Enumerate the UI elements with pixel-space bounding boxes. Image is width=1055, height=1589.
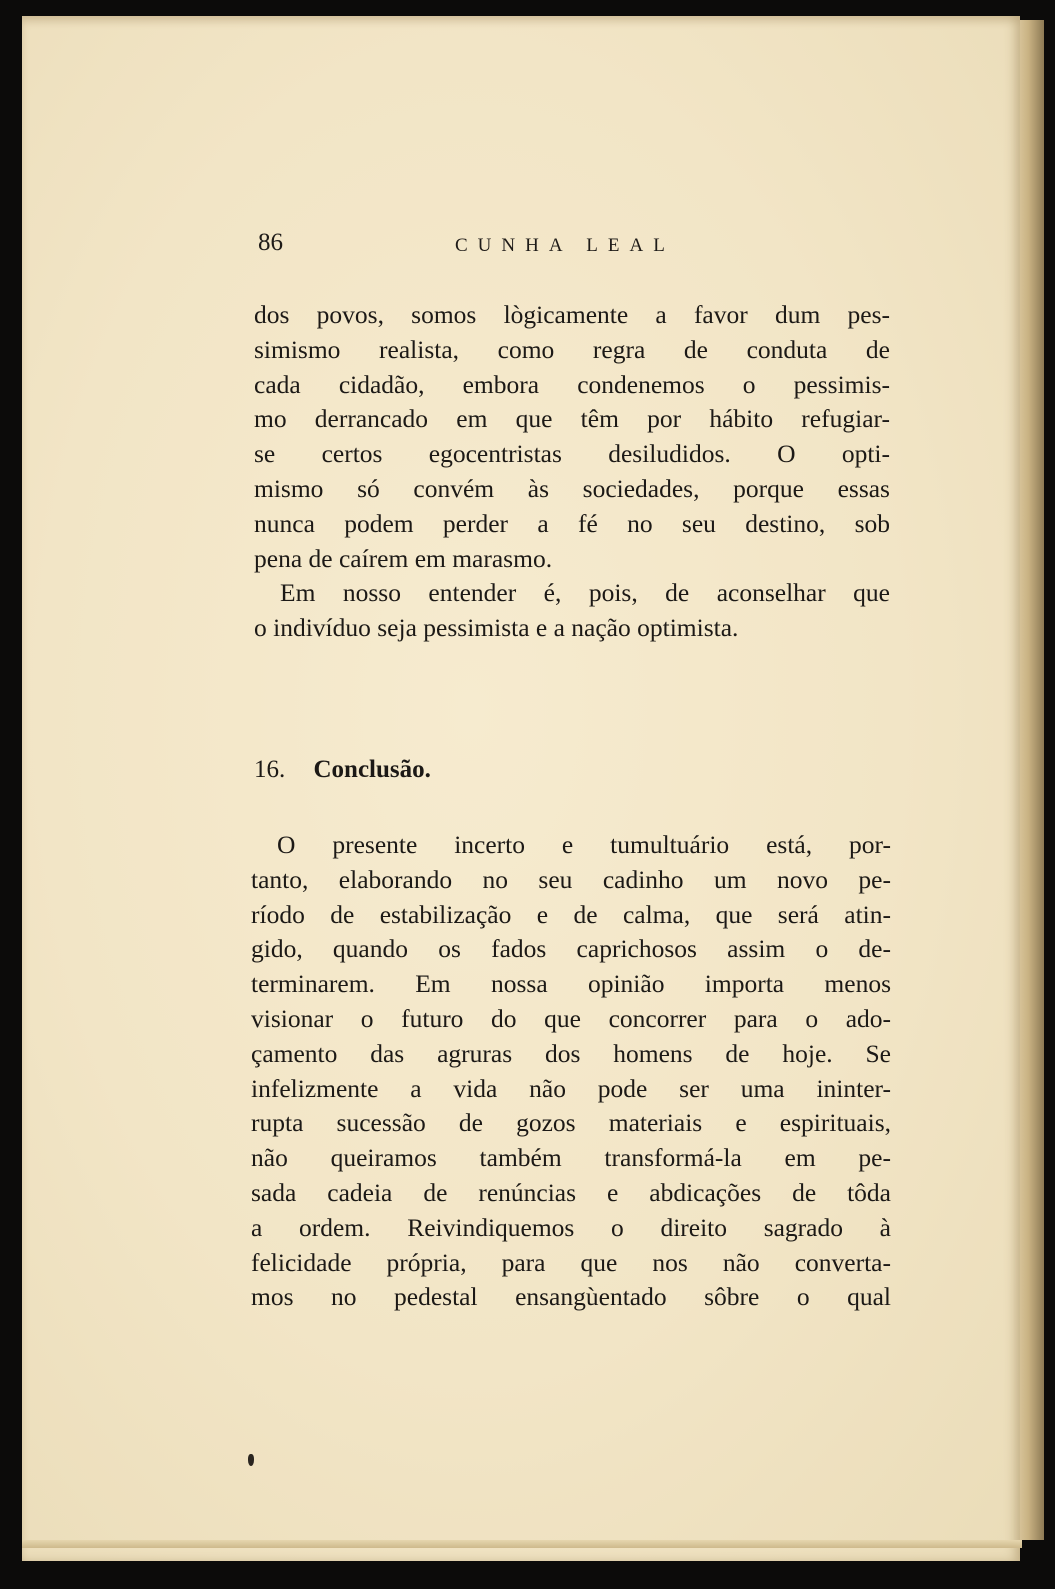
text-line: mo derrancado em que têm por hábito refugiar- [254,404,890,434]
text-line: nunca podem perder a fé no seu destino, sob [254,508,890,538]
text-line: dos povos, somos lògicamente a favor dum pes- [254,300,890,329]
section-heading [254,756,431,784]
text-line: mos no pedestal ensangùentado sôbre o qual [251,1282,891,1312]
text-line: se certos egocentristas desiludidos. O opti- [254,439,890,469]
text-line: pena de caírem em marasmo. [254,543,553,573]
section-title: Conclusão. [313,756,431,783]
text-line: rupta sucessão de gozos materiais e espirituais, [251,1108,891,1138]
text-line: sada cadeia de renúncias e abdicações de tôda [251,1177,891,1207]
text-line: felicidade própria, para que nos não converta- [251,1247,891,1277]
text-line: o indivíduo seja pessimista e a nação optimista. [254,613,739,643]
text-line: gido, quando os fados caprichosos assim o de- [251,934,891,964]
text-line: não queiramos também transformá-la em pe- [251,1143,891,1173]
text-line: infelizmente a vida não pode ser uma ininter- [251,1073,891,1103]
running-head: CUNHA LEAL [455,235,675,256]
text-line: simismo realista, como regra de conduta de [254,334,890,364]
page-fore-edge [1018,20,1044,1540]
text-line: a ordem. Reivindiquemos o direito sagrado à [251,1212,891,1242]
text-line: O presente incerto e tumultuário está, por- [277,830,891,859]
text-line: mismo só convém às sociedades, porque essas [254,473,890,503]
book-page [22,16,1020,1561]
page-bottom-edge [22,1540,1022,1548]
text-line: Em nosso entender é, pois, de aconselhar que [280,578,890,608]
section-number: 16. [254,756,286,783]
text-line: ríodo de estabilização e de calma, que será atin- [251,899,891,929]
body-text-conclusion [251,828,891,1315]
ink-speck [248,1454,254,1466]
text-line: terminarem. Em nossa opinião importa menos [251,969,891,999]
page-number: 86 [258,229,283,256]
body-text-top [254,298,890,646]
text-line: tanto, elaborando no seu cadinho um novo pe- [251,864,891,894]
text-line: cada cidadão, embora condenemos o pessimis- [254,369,890,399]
text-line: çamento das agruras dos homens de hoje. Se [251,1038,891,1068]
text-line: visionar o futuro do que concorrer para o ado- [251,1003,891,1033]
